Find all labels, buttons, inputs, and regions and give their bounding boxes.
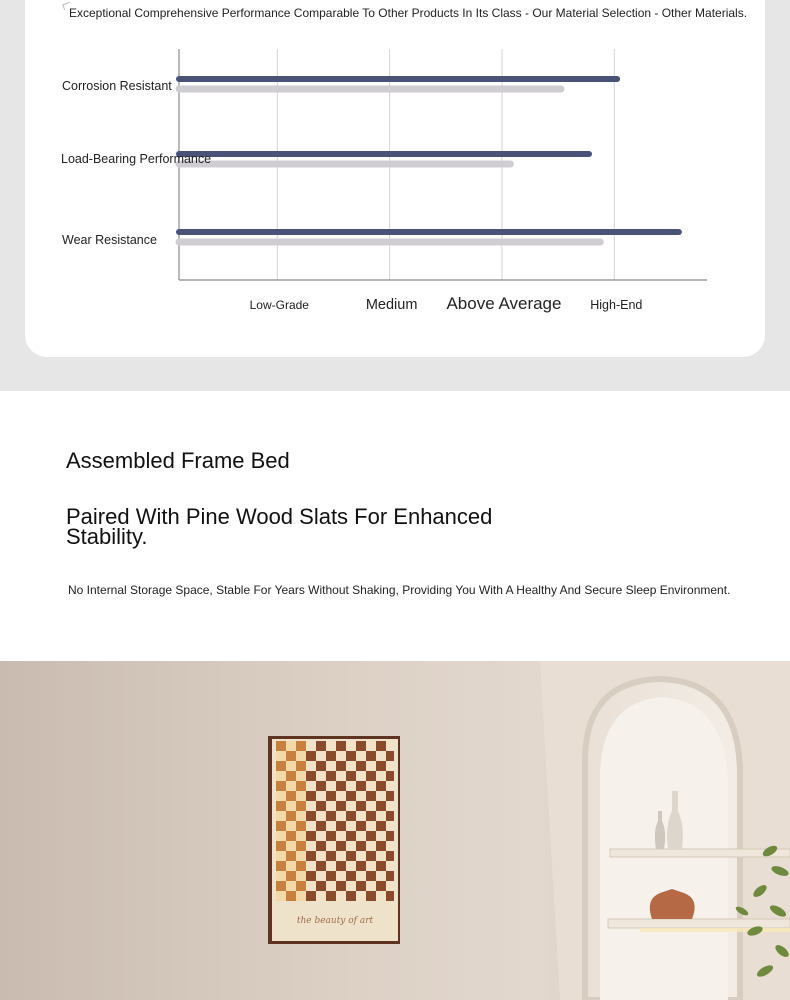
checker-square	[346, 841, 356, 851]
checker-square	[336, 741, 346, 751]
checker-square	[376, 851, 386, 861]
checker-square	[296, 801, 306, 811]
checker-square	[346, 871, 356, 881]
checker-square	[336, 871, 346, 881]
checker-square	[366, 871, 376, 881]
checker-square	[366, 891, 376, 901]
checker-square	[276, 811, 286, 821]
checker-square	[296, 861, 306, 871]
performance-chart	[0, 0, 790, 391]
checker-square	[356, 751, 366, 761]
checker-square	[286, 821, 296, 831]
chart-legend: Exceptional Comprehensive Performance Comparable To Other Products In Its Class - Our Material Selection - Other Materials.	[69, 6, 748, 20]
checker-square	[276, 831, 286, 841]
checker-square	[306, 741, 316, 751]
checker-square	[296, 811, 306, 821]
checker-square	[346, 851, 356, 861]
checker-square	[286, 891, 296, 901]
checker-square	[296, 841, 306, 851]
checker-square	[316, 781, 326, 791]
checker-square	[276, 791, 286, 801]
checker-square	[376, 741, 386, 751]
checker-square	[326, 771, 336, 781]
checker-square	[306, 851, 316, 861]
checker-square	[316, 771, 326, 781]
checker-square	[286, 791, 296, 801]
checker-square	[376, 861, 386, 871]
checker-square	[356, 861, 366, 871]
checker-square	[356, 871, 366, 881]
checker-square	[276, 821, 286, 831]
checker-square	[336, 821, 346, 831]
checker-square	[366, 861, 376, 871]
checker-square	[296, 821, 306, 831]
checker-square	[356, 801, 366, 811]
checker-square	[306, 821, 316, 831]
feature-section	[0, 391, 790, 661]
checker-square	[336, 751, 346, 761]
checker-square	[326, 841, 336, 851]
checker-square	[286, 751, 296, 761]
checker-square	[336, 881, 346, 891]
checker-square	[326, 871, 336, 881]
checker-square	[366, 811, 376, 821]
checker-square	[326, 811, 336, 821]
checker-square	[306, 871, 316, 881]
category-label: Corrosion Resistant	[62, 79, 172, 93]
checker-square	[376, 801, 386, 811]
checker-square	[306, 881, 316, 891]
checker-square	[306, 811, 316, 821]
checker-square	[326, 831, 336, 841]
x-tick-label: Low-Grade	[249, 298, 309, 312]
checker-square	[326, 891, 336, 901]
checker-square	[366, 881, 376, 891]
checker-square	[356, 851, 366, 861]
checker-square	[276, 751, 286, 761]
checker-square	[356, 811, 366, 821]
checker-square	[366, 761, 376, 771]
checker-square	[306, 751, 316, 761]
checker-square	[316, 891, 326, 901]
checker-square	[346, 811, 356, 821]
checker-square	[346, 801, 356, 811]
checker-square	[366, 791, 376, 801]
checker-square	[316, 751, 326, 761]
checker-square	[316, 741, 326, 751]
checker-square	[376, 871, 386, 881]
checker-square	[346, 771, 356, 781]
checker-square	[306, 771, 316, 781]
checker-square	[286, 741, 296, 751]
checker-square	[376, 751, 386, 761]
checker-square	[326, 861, 336, 871]
checker-square	[376, 841, 386, 851]
checker-square	[366, 851, 376, 861]
checker-square	[366, 781, 376, 791]
checker-square	[326, 741, 336, 751]
checker-square	[286, 831, 296, 841]
checker-square	[366, 801, 376, 811]
checker-square	[316, 761, 326, 771]
checker-square	[276, 881, 286, 891]
checker-square	[276, 851, 286, 861]
checker-square	[296, 771, 306, 781]
checker-square	[316, 841, 326, 851]
checker-square	[356, 841, 366, 851]
checker-square	[336, 801, 346, 811]
checker-square	[286, 851, 296, 861]
checker-square	[366, 821, 376, 831]
feature-description: No Internal Storage Space, Stable For Years Without Shaking, Providing You With A Healthy And Secure Sleep Environment.	[68, 583, 731, 597]
checker-square	[296, 761, 306, 771]
checker-square	[346, 791, 356, 801]
checker-square	[356, 821, 366, 831]
checker-square	[296, 851, 306, 861]
checker-square	[286, 761, 296, 771]
checker-square	[356, 791, 366, 801]
checker-square	[356, 771, 366, 781]
checker-square	[346, 761, 356, 771]
checker-square	[296, 831, 306, 841]
checker-square	[276, 781, 286, 791]
checker-square	[276, 871, 286, 881]
checker-square	[366, 751, 376, 761]
checker-square	[286, 771, 296, 781]
feature-subtitle: Paired With Pine Wood Slats For Enhanced Stability.	[66, 504, 493, 549]
checker-square	[326, 801, 336, 811]
checker-square	[296, 781, 306, 791]
checker-square	[286, 861, 296, 871]
shelf-lower	[608, 919, 790, 928]
checker-square	[316, 871, 326, 881]
checker-square	[326, 761, 336, 771]
checker-square	[286, 871, 296, 881]
checker-square	[346, 741, 356, 751]
room-photo-illustration	[0, 661, 790, 1000]
checker-square	[286, 841, 296, 851]
checker-square	[276, 741, 286, 751]
checker-square	[296, 741, 306, 751]
checker-square	[286, 881, 296, 891]
checker-square	[286, 811, 296, 821]
checker-square	[356, 761, 366, 771]
chart-bars	[179, 79, 679, 242]
chart-section	[0, 0, 790, 391]
x-tick-label: Medium	[365, 297, 418, 313]
checker-square	[346, 781, 356, 791]
checker-square	[326, 881, 336, 891]
checker-square	[346, 891, 356, 901]
checker-square	[326, 821, 336, 831]
checker-square	[306, 841, 316, 851]
shelf-light	[640, 928, 790, 932]
checker-square	[326, 791, 336, 801]
checker-square	[276, 891, 286, 901]
checker-square	[336, 891, 346, 901]
checker-square	[376, 891, 386, 901]
checker-square	[296, 871, 306, 881]
checker-square	[356, 881, 366, 891]
checker-square	[346, 881, 356, 891]
checker-square	[346, 751, 356, 761]
checker-square	[296, 751, 306, 761]
checker-square	[376, 831, 386, 841]
x-tick-label: Above Average	[446, 294, 562, 313]
checker-square	[316, 821, 326, 831]
checker-square	[326, 851, 336, 861]
checker-square	[336, 761, 346, 771]
checker-square	[316, 831, 326, 841]
checker-square	[306, 861, 316, 871]
checker-square	[376, 881, 386, 891]
checker-square	[376, 811, 386, 821]
checker-square	[276, 841, 286, 851]
checker-square	[376, 791, 386, 801]
checker-square	[336, 861, 346, 871]
checker-square	[356, 741, 366, 751]
feature-title: Assembled Frame Bed	[66, 448, 290, 473]
checker-square	[316, 861, 326, 871]
checker-square	[286, 781, 296, 791]
checker-square	[276, 761, 286, 771]
checker-square	[336, 811, 346, 821]
checker-square	[306, 781, 316, 791]
checker-square	[376, 771, 386, 781]
checker-square	[326, 751, 336, 761]
checker-square	[316, 811, 326, 821]
checker-square	[336, 831, 346, 841]
checker-square	[346, 861, 356, 871]
checker-square	[306, 791, 316, 801]
checker-square	[346, 821, 356, 831]
checker-square	[376, 761, 386, 771]
checker-square	[356, 781, 366, 791]
chart-labels	[61, 79, 642, 313]
checker-square	[326, 781, 336, 791]
checker-square	[366, 841, 376, 851]
checker-square	[356, 831, 366, 841]
checker-square	[336, 851, 346, 861]
checker-square	[296, 881, 306, 891]
checker-square	[306, 801, 316, 811]
checker-square	[366, 831, 376, 841]
checker-square	[316, 801, 326, 811]
checker-square	[276, 801, 286, 811]
checker-square	[376, 781, 386, 791]
checker-pattern	[276, 741, 396, 901]
checker-square	[316, 851, 326, 861]
checker-square	[296, 891, 306, 901]
checker-square	[356, 891, 366, 901]
checker-square	[296, 791, 306, 801]
checker-square	[306, 891, 316, 901]
checker-square	[286, 801, 296, 811]
checker-square	[316, 881, 326, 891]
checker-square	[376, 821, 386, 831]
checker-square	[336, 771, 346, 781]
category-label: Load-Bearing Performance	[61, 152, 212, 166]
checker-square	[276, 771, 286, 781]
category-label: Wear Resistance	[62, 233, 157, 247]
checker-square	[346, 831, 356, 841]
checker-square	[336, 791, 346, 801]
checker-square	[306, 831, 316, 841]
checker-square	[306, 761, 316, 771]
checker-square	[316, 791, 326, 801]
checker-square	[276, 861, 286, 871]
checker-square	[366, 771, 376, 781]
checker-square	[336, 841, 346, 851]
wall-art-text: the beauty of art	[296, 916, 374, 926]
checker-square	[366, 741, 376, 751]
room-photo	[0, 661, 790, 1000]
x-tick-label: High-End	[590, 298, 643, 312]
checker-square	[336, 781, 346, 791]
